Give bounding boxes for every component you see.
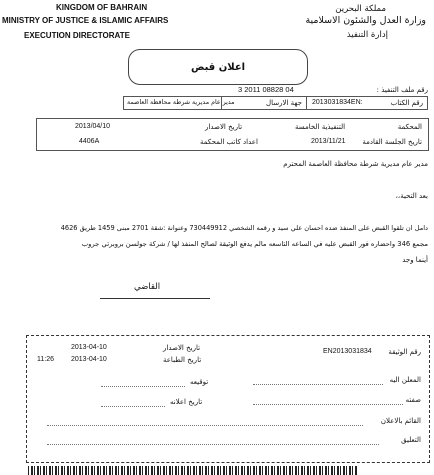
receipt-box <box>26 335 430 463</box>
receipt-issue-value: 2013-04-10 <box>71 344 107 351</box>
clerk-label: اعداد كاتب المحكمة <box>200 138 258 146</box>
header-en-directorate: EXECUTION DIRECTORATE <box>24 31 130 40</box>
receipt-doc-value: EN2013031834 <box>323 348 372 355</box>
server-line <box>47 425 363 426</box>
header-en-ministry: MINISTRY OF JUSTICE & ISLAMIC AFFAIRS <box>2 16 169 25</box>
header-ar-directorate: إدارة التنفيذ <box>346 30 388 40</box>
comment-line <box>47 444 379 445</box>
header-ar-kingdom: مملكة البحرين <box>335 4 386 14</box>
comment-label: التعليق <box>401 436 421 444</box>
sender-value: مدير عام مديرية شرطة محافظة العاصمة <box>127 99 235 106</box>
greeting: بعد التحية،، <box>395 192 428 200</box>
court-value: التنفيذية الخامسة <box>295 123 346 131</box>
receipt-doc-label: رقم الوثيقة <box>388 348 421 356</box>
court-label: المحكمة <box>397 123 422 131</box>
file-number-label: رقم ملف التنفيذ : <box>376 86 428 94</box>
signature-label: توقيعه <box>190 378 209 386</box>
next-session-value: 2013/11/21 <box>311 138 346 145</box>
court-details-box <box>36 118 429 151</box>
announce-date-label: تاريخ اعلانه <box>170 398 203 406</box>
next-session-label: تاريخ الجلسة القادمة <box>362 138 422 146</box>
recipient-line <box>253 384 383 385</box>
signature-line <box>101 386 185 387</box>
judge-signature-line <box>100 298 210 299</box>
clerk-value: 4406A <box>79 138 100 145</box>
announce-date-line <box>101 406 165 407</box>
header-en-kingdom: KINGDOM OF BAHRAIN <box>56 3 148 12</box>
header-ar-ministry: وزارة العدل والشئون الاسلامية <box>305 15 426 26</box>
book-number-value: 2013031834EN: <box>312 99 363 106</box>
capacity-line <box>253 404 403 405</box>
body-paragraph-line2: مجمع 346 واحضاره فور القبض عليه في الساعه التاسعه مالم يدفع الوثيقة لصالح المنفذ لها / شركة جولسن بروبرتي جروب <box>81 240 428 248</box>
file-number-value: 3 2011 08828 04 <box>238 85 294 94</box>
receipt-print-value: 2013-04-10 <box>71 356 107 363</box>
document-title: اعلان قبض <box>128 49 308 85</box>
body-paragraph-line1: دامل ان تلقوا القبض على المنفذ ضده احسان علي سيد و رقمه الشخصي 730449912 وعنوانة :شقة 2701 مبنى 1459 طريق 4626 <box>60 224 428 232</box>
server-label: القائم بالاعلان <box>380 417 421 425</box>
judge-label: القاضي <box>134 282 161 292</box>
info-row <box>123 96 428 110</box>
recipient-label: المعلن اليه <box>389 376 421 384</box>
issue-date-value: 2013/04/10 <box>75 123 111 130</box>
capacity-label: صفته <box>405 396 421 404</box>
addressee: مدير عام مديرية شرطة محافظة العاصمة المحترم <box>283 160 428 168</box>
book-number-label: رقم الكتاب <box>390 99 423 107</box>
body-paragraph-line3: أينما وجد <box>402 256 428 264</box>
receipt-print-time: 11:26 <box>37 356 54 363</box>
receipt-print-label: تاريخ الطباعة <box>163 356 202 364</box>
barcode-image <box>28 466 358 475</box>
receipt-issue-label: تاريخ الاصدار <box>163 344 201 352</box>
issue-date-label: تاريخ الاصدار <box>205 123 243 131</box>
sender-label: جهة الارسال <box>266 99 302 107</box>
